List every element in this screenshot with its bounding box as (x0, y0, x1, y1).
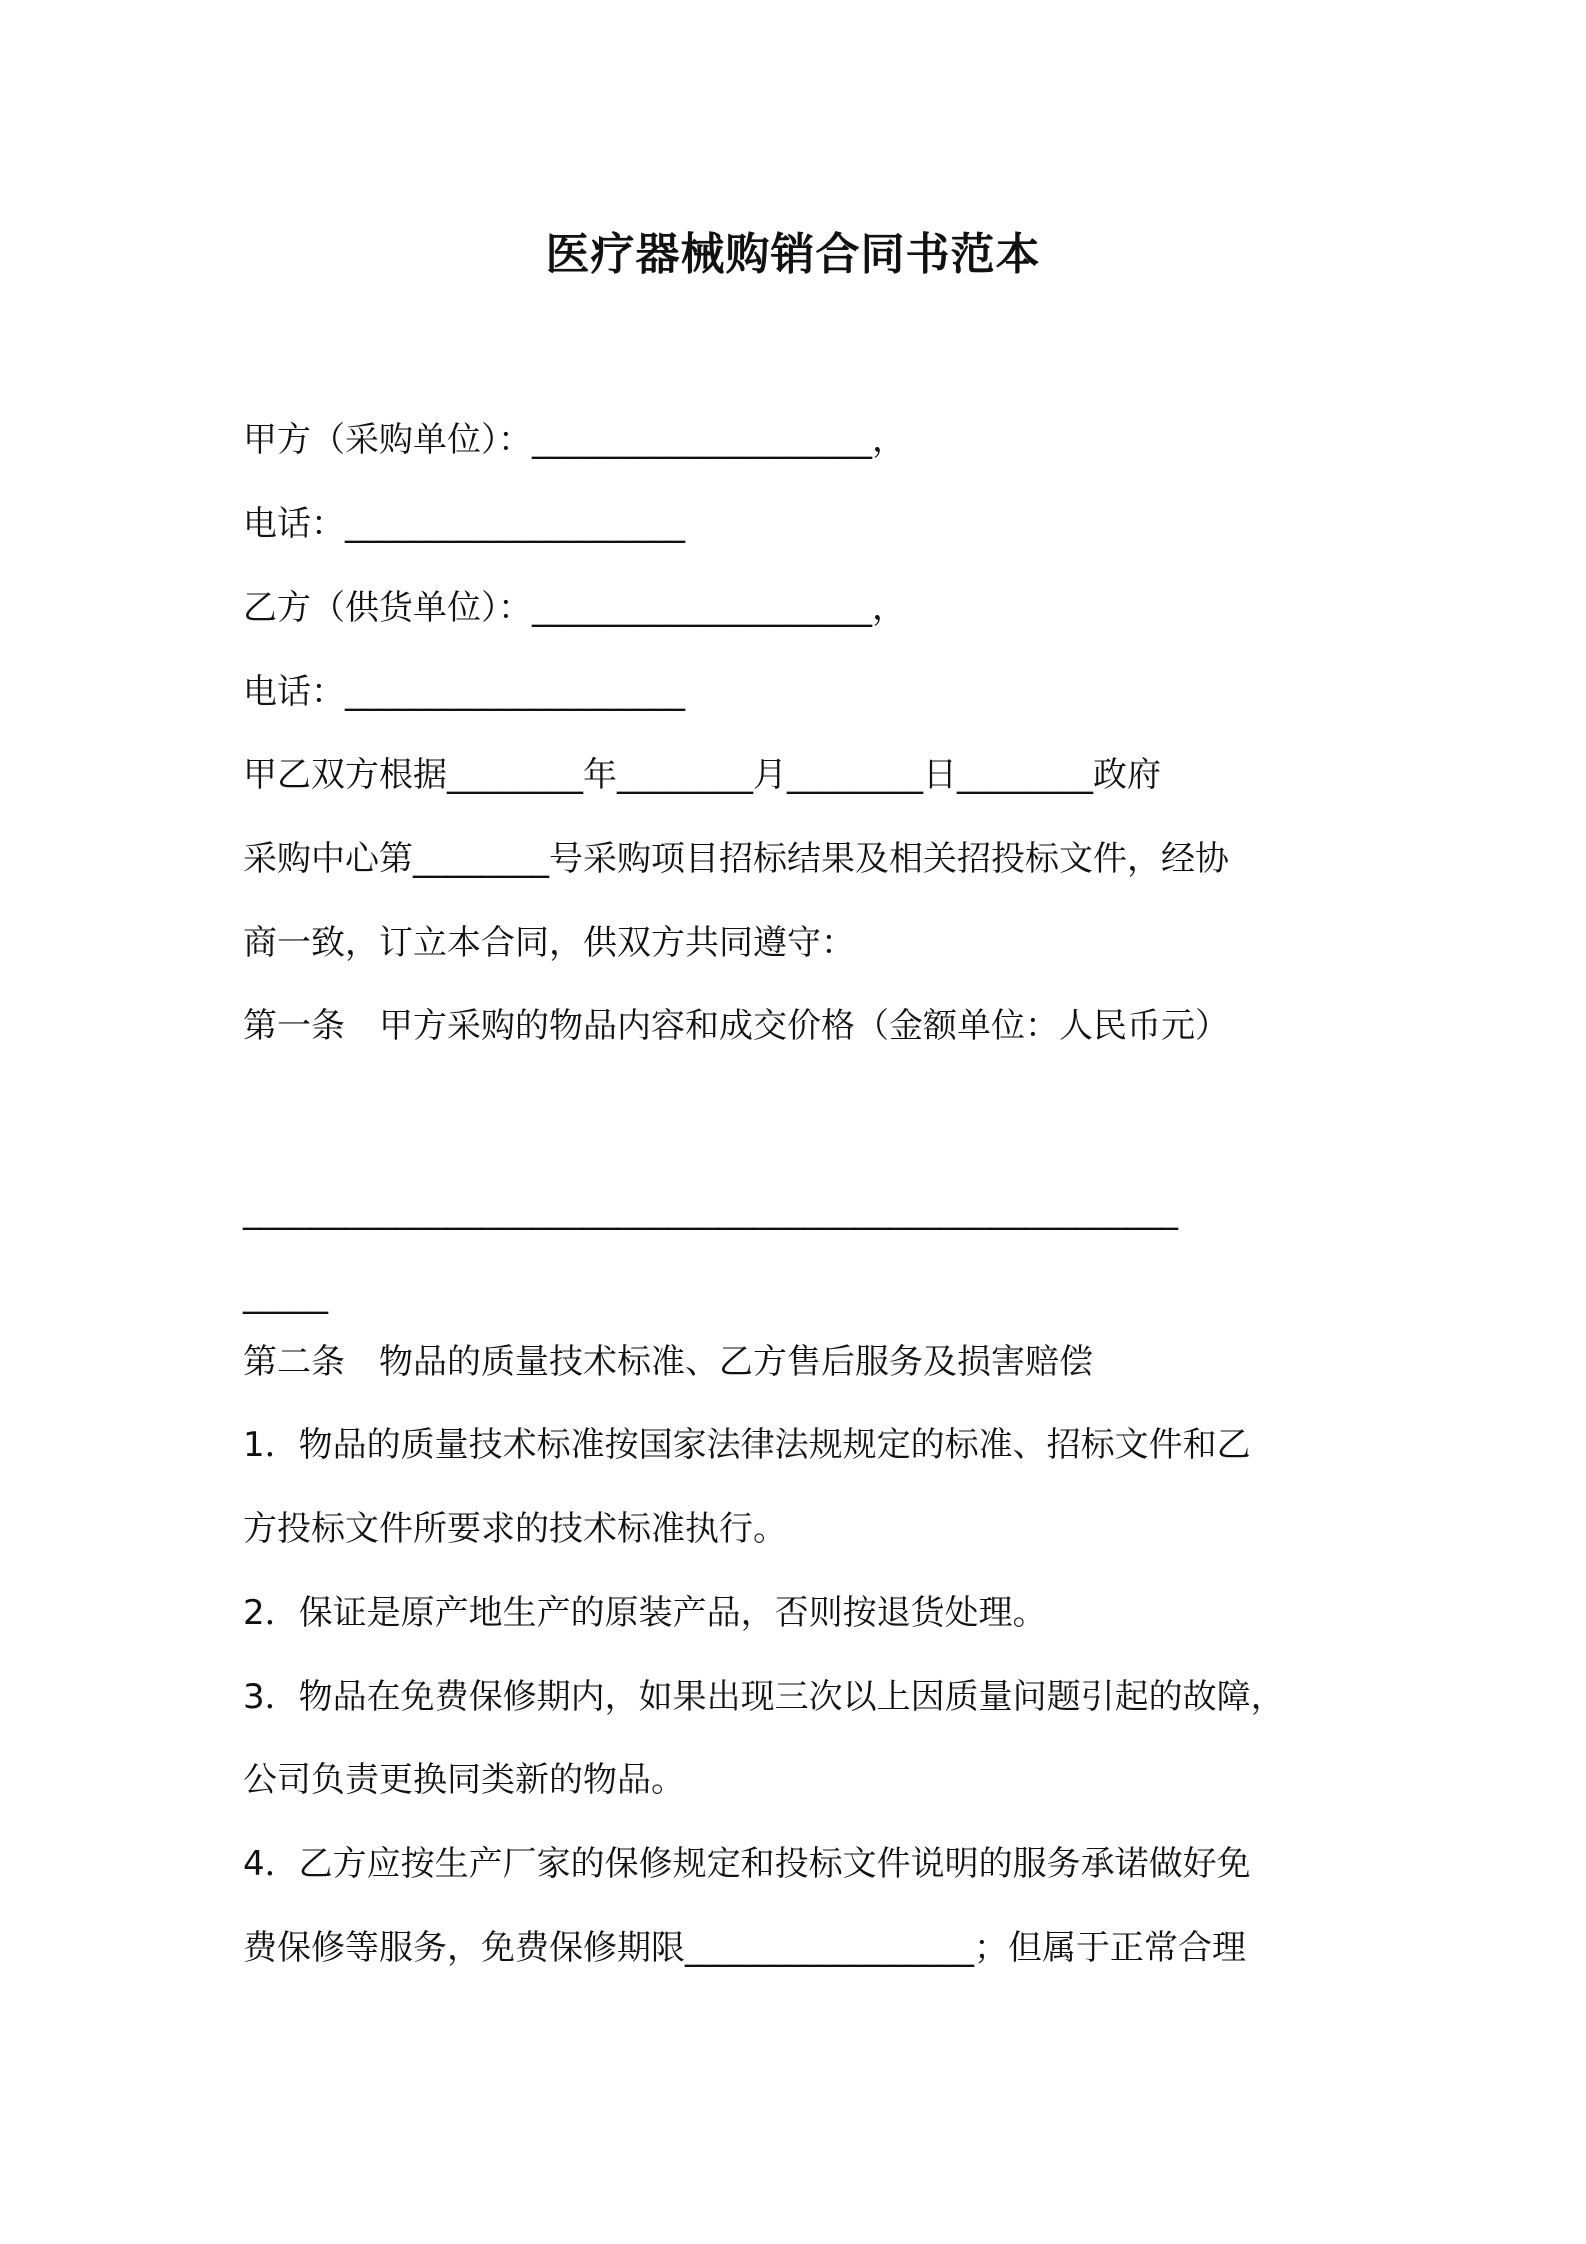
article-1-heading: 第一条 甲方采购的物品内容和成交价格（金额单位：人民币元） (243, 1006, 1229, 1046)
article-1-blank-line-2: _____ (243, 1275, 328, 1315)
article-1-blank-line-1: _______________________________________________________ (243, 1191, 1178, 1231)
clause-4-line-1: 4．乙方应按生产厂家的保修规定和投标文件说明的服务承诺做好免 (243, 1844, 1251, 1884)
document-title: 医疗器械购销合同书范本 (545, 229, 1041, 280)
preamble-line-2: 采购中心第________号采购项目招标结果及相关招投标文件，经协 (243, 839, 1229, 879)
clause-1-line-1: 1．物品的质量技术标准按国家法律法规规定的标准、招标文件和乙 (243, 1425, 1251, 1465)
clause-2-line: 2．保证是原产地生产的原装产品，否则按退货处理。 (243, 1593, 1047, 1633)
party-a-line: 甲方（采购单位）：____________________， (243, 420, 906, 460)
party-b-phone-line: 电话：____________________ (243, 672, 685, 712)
preamble-line-3: 商一致，订立本合同，供双方共同遵守： (243, 923, 855, 963)
party-b-line: 乙方（供货单位）：____________________， (243, 588, 906, 628)
clause-3-line-1: 3．物品在免费保修期内，如果出现三次以上因质量问题引起的故障， (243, 1677, 1285, 1717)
preamble-line-1: 甲乙双方根据________年________月________日________政府 (243, 755, 1161, 795)
clause-1-line-2: 方投标文件所要求的技术标准执行。 (243, 1509, 787, 1549)
clause-3-line-2: 公司负责更换同类新的物品。 (243, 1760, 685, 1800)
party-a-phone-line: 电话：____________________ (243, 504, 685, 544)
article-2-heading: 第二条 物品的质量技术标准、乙方售后服务及损害赔偿 (243, 1342, 1093, 1382)
clause-4-line-2: 费保修等服务，免费保修期限_________________；但属于正常合理 (243, 1928, 1246, 1968)
